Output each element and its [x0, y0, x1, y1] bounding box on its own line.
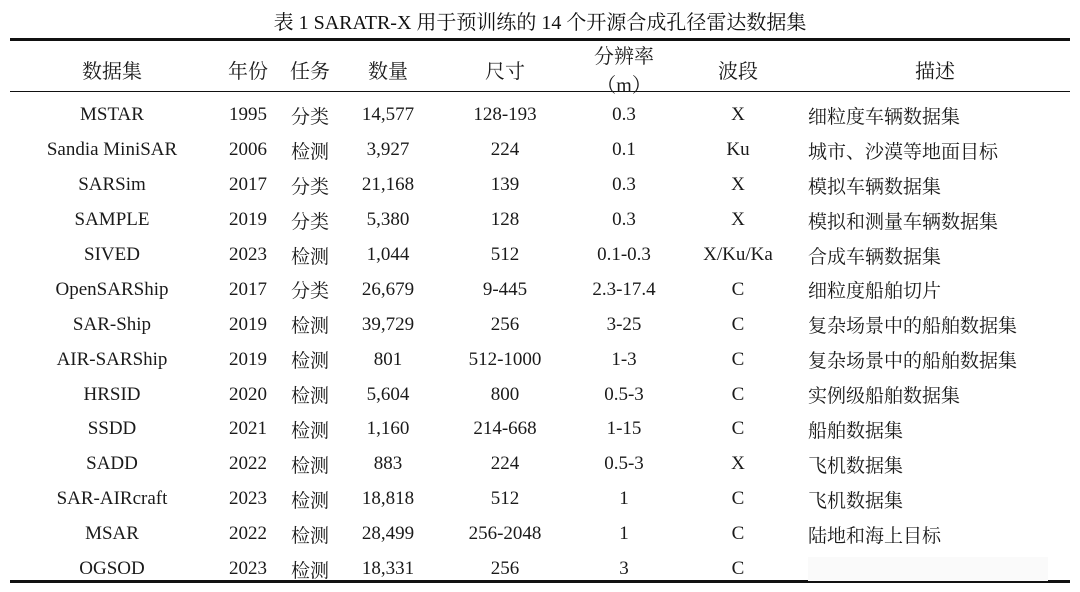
cell-size: 512-1000	[468, 348, 542, 370]
cell-size: 256-2048	[468, 523, 542, 545]
cell-year: 1995	[229, 104, 267, 126]
table-row	[10, 133, 1070, 168]
cell-description	[800, 552, 1070, 587]
cell-resolution: 3	[619, 558, 629, 580]
cell-size: 512	[490, 244, 520, 265]
table-row	[10, 272, 1070, 307]
cell-resolution: 0.5-3	[604, 383, 644, 405]
table-row	[10, 342, 1070, 377]
header-task: 任务	[290, 60, 330, 83]
cell-count: 18,818	[361, 488, 415, 510]
cell-size: 128-193	[473, 104, 537, 126]
cell-size: 800	[490, 383, 520, 405]
cell-band: C	[731, 348, 745, 370]
cell-year: 2019	[229, 209, 267, 231]
header-description: 描述	[915, 60, 955, 83]
cell-year: 2021	[229, 418, 267, 440]
cell-year: 2019	[229, 348, 267, 370]
table-row	[10, 482, 1070, 517]
cell-dataset: SAR-AIRcraft	[56, 488, 168, 510]
cell-description: 复杂场景中的船舶数据集	[808, 351, 1018, 373]
cell-dataset: SADD	[86, 453, 138, 475]
cell-size: 224	[490, 453, 520, 475]
cell-year: 2006	[229, 139, 267, 161]
cell-resolution: 0.5-3	[604, 453, 644, 475]
cell-count: 21,168	[361, 174, 415, 196]
cell-dataset: MSAR	[85, 523, 139, 545]
cell-band: Ku	[726, 139, 750, 161]
cell-count: 3,927	[366, 139, 410, 161]
cell-size: 139	[490, 174, 520, 196]
cell-count: 14,577	[361, 104, 415, 126]
cell-year: 2023	[229, 244, 267, 265]
cell-dataset: SARSim	[78, 174, 146, 196]
cell-year: 2023	[229, 488, 267, 510]
blank-description-area	[808, 557, 1048, 581]
cell-band: C	[731, 313, 745, 335]
cell-resolution: 3-25	[606, 313, 642, 335]
cell-description: 飞机数据集	[808, 455, 904, 477]
cell-description: 合成车辆数据集	[808, 246, 942, 268]
cell-band: C	[731, 383, 745, 405]
table-row	[10, 517, 1070, 552]
table-row	[10, 552, 1070, 587]
cell-task: 检测	[290, 141, 329, 163]
cell-dataset: SAMPLE	[74, 209, 150, 231]
cell-resolution: 1	[619, 488, 629, 510]
cell-count: 28,499	[361, 523, 415, 545]
cell-dataset: MSTAR	[80, 104, 144, 126]
cell-band: C	[731, 278, 745, 300]
cell-description: 细粒度船舶切片	[808, 281, 942, 303]
cell-resolution: 1-15	[606, 418, 642, 440]
table-row	[10, 98, 1070, 133]
dataset-table	[10, 40, 1070, 586]
cell-count: 1,044	[366, 244, 410, 265]
cell-task: 分类	[290, 106, 329, 128]
cell-count: 39,729	[361, 313, 415, 335]
cell-task: 检测	[290, 455, 329, 477]
cell-size: 512	[490, 488, 520, 510]
cell-band: X/Ku/Ka	[703, 244, 773, 265]
cell-resolution: 1	[619, 523, 629, 545]
table-row	[10, 447, 1070, 482]
cell-description: 城市、沙漠等地面目标	[808, 141, 999, 163]
cell-count: 1,160	[366, 418, 410, 440]
cell-band: X	[731, 209, 745, 231]
cell-year: 2017	[229, 174, 267, 196]
cell-band: C	[731, 523, 745, 545]
cell-resolution: 0.1-0.3	[597, 244, 651, 265]
cell-description: 陆地和海上目标	[808, 525, 942, 547]
header-dataset: 数据集	[82, 60, 142, 83]
cell-resolution: 0.3	[612, 209, 636, 231]
cell-size: 214-668	[473, 418, 537, 440]
cell-count: 26,679	[361, 278, 415, 300]
cell-description: 细粒度车辆数据集	[808, 106, 961, 128]
header-size: 尺寸	[485, 60, 525, 83]
table-row	[10, 168, 1070, 203]
cell-description: 实例级船舶数据集	[808, 386, 961, 408]
cell-band: X	[731, 453, 745, 475]
cell-description: 模拟和测量车辆数据集	[808, 211, 999, 233]
cell-task: 分类	[290, 176, 329, 198]
cell-resolution: 0.3	[612, 104, 636, 126]
cell-dataset: HRSID	[83, 383, 141, 405]
header-resolution: 分辨率（m）	[594, 46, 654, 97]
cell-dataset: AIR-SARShip	[56, 348, 168, 370]
cell-task: 检测	[290, 316, 329, 338]
cell-count: 5,380	[366, 209, 410, 231]
cell-year: 2022	[229, 523, 267, 545]
cell-dataset: SIVED	[84, 244, 140, 265]
cell-size: 256	[490, 558, 520, 580]
cell-year: 2022	[229, 453, 267, 475]
cell-description: 飞机数据集	[808, 490, 904, 512]
cell-resolution: 0.1	[612, 139, 636, 161]
cell-count: 883	[373, 453, 403, 475]
cell-task: 检测	[290, 525, 329, 547]
header-band: 波段	[718, 60, 758, 83]
cell-dataset: SAR-Ship	[72, 313, 152, 335]
cell-task: 检测	[290, 490, 329, 512]
cell-year: 2023	[229, 558, 267, 580]
header-row	[10, 40, 1070, 98]
header-year: 年份	[228, 60, 268, 83]
cell-size: 256	[490, 313, 520, 335]
cell-year: 2020	[229, 383, 267, 405]
cell-resolution: 0.3	[612, 174, 636, 196]
cell-resolution: 2.3-17.4	[592, 278, 656, 300]
cell-count: 5,604	[366, 383, 410, 405]
cell-band: C	[731, 418, 745, 440]
cell-task: 检测	[290, 560, 329, 582]
cell-dataset: Sandia MiniSAR	[46, 139, 178, 161]
table-row	[10, 412, 1070, 447]
cell-size: 128	[490, 209, 520, 231]
table-row	[10, 238, 1070, 273]
cell-task: 检测	[290, 351, 329, 373]
table-row	[10, 307, 1070, 342]
cell-task: 检测	[290, 246, 329, 268]
cell-band: X	[731, 174, 745, 196]
cell-size: 224	[490, 139, 520, 161]
cell-description: 模拟车辆数据集	[808, 176, 942, 198]
cell-band: C	[731, 488, 745, 510]
cell-description: 复杂场景中的船舶数据集	[808, 316, 1018, 338]
cell-dataset: OpenSARShip	[55, 278, 169, 300]
table-row	[10, 377, 1070, 412]
cell-dataset: OGSOD	[79, 558, 145, 580]
cell-task: 分类	[290, 211, 329, 233]
table-caption: 表 1 SARATR-X 用于预训练的 14 个开源合成孔径雷达数据集	[273, 12, 807, 34]
cell-count: 801	[373, 348, 403, 370]
cell-band: C	[731, 558, 745, 580]
cell-band: X	[731, 104, 745, 126]
cell-task: 检测	[290, 420, 329, 442]
cell-year: 2017	[229, 278, 267, 300]
cell-description: 船舶数据集	[808, 420, 904, 442]
cell-count: 18,331	[361, 558, 415, 580]
cell-task: 检测	[290, 386, 329, 408]
header-count: 数量	[368, 60, 408, 83]
cell-resolution: 1-3	[611, 348, 637, 370]
cell-year: 2019	[229, 313, 267, 335]
table-row	[10, 203, 1070, 238]
cell-size: 9-445	[482, 278, 528, 300]
cell-task: 分类	[290, 281, 329, 303]
cell-dataset: SSDD	[87, 418, 137, 440]
